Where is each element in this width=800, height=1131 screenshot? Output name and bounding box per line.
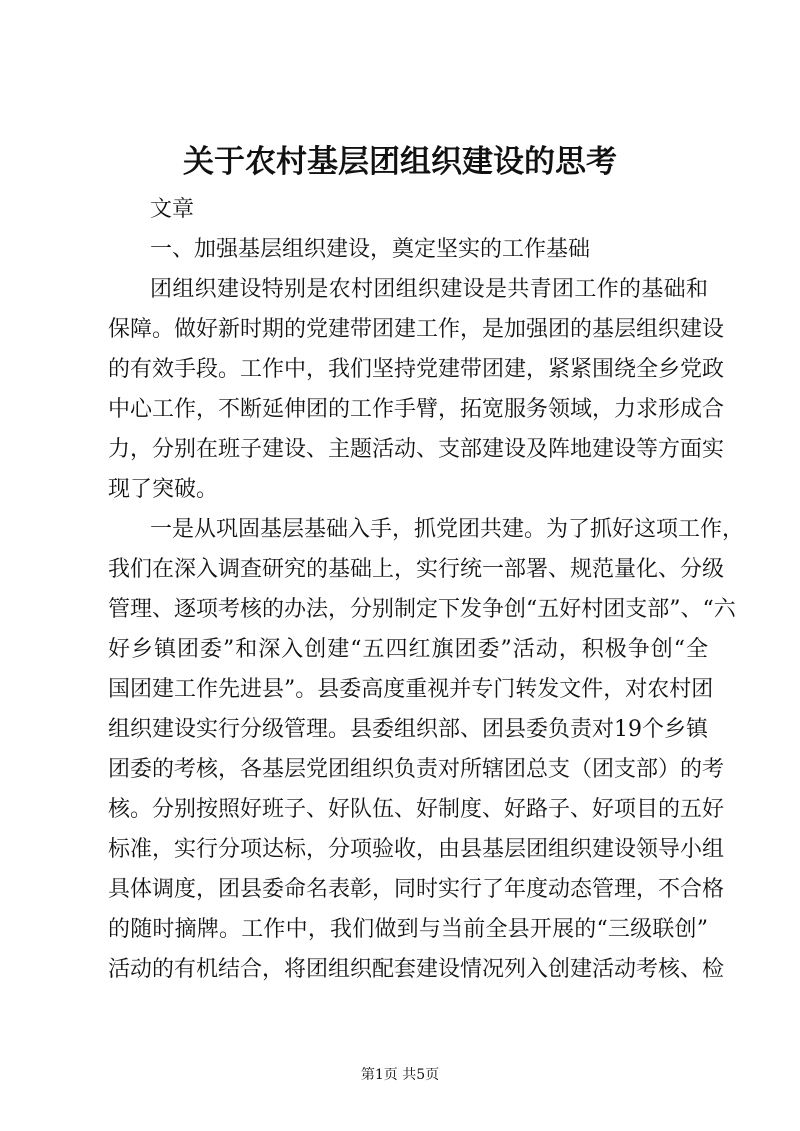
text-line: 管理、逐项考核的办法，分别制定下发争创“五好村团支部”、“六 [108, 597, 736, 622]
text-line: 一是从巩固基层基础入手，抓党团共建。为了抓好这项工作， [150, 517, 745, 542]
text-line: 活动的有机结合，将团组织配套建设情况列入创建活动考核、检 [108, 957, 725, 982]
text-line: 中心工作，不断延伸团的工作手臂，拓宽服务领域，力求形成合 [108, 397, 725, 422]
text-line: 力，分别在班子建设、主题活动、支部建设及阵地建设等方面实 [108, 437, 725, 462]
text-line: 的有效手段。工作中，我们坚持党建带团建，紧紧围绕全乡党政 [108, 357, 725, 382]
text-line: 核。分别按照好班子、好队伍、好制度、好路子、好项目的五好 [108, 797, 725, 822]
text-line: 团委的考核，各基层党团组织负责对所辖团总支（团支部）的考 [108, 757, 725, 782]
document-title: 关于农村基层团组织建设的思考 [183, 144, 617, 180]
text-line: 我们在深入调查研究的基础上，实行统一部署、规范量化、分级 [108, 557, 725, 582]
text-line: 好乡镇团委”和深入创建“五四红旗团委”活动，积极争创“全 [108, 637, 708, 662]
text-line: 的随时摘牌。工作中，我们做到与当前全县开展的“三级联创” [108, 917, 708, 942]
text-line: 保障。做好新时期的党建带团建工作，是加强团的基层组织建设 [108, 317, 725, 342]
subtitle: 文章 [150, 197, 195, 222]
text-line: 现了突破。 [108, 477, 219, 502]
section-heading: 一、加强基层组织建设，奠定坚实的工作基础 [150, 237, 591, 262]
text-line: 组织建设实行分级管理。县委组织部、团县委负责对19个乡镇 [108, 717, 708, 742]
text-line: 团组织建设特别是农村团组织建设是共青团工作的基础和 [150, 277, 708, 302]
text-line: 国团建工作先进县”。县委高度重视并专门转发文件，对农村团 [108, 677, 714, 702]
page-number: 第1页 共5页 [360, 1067, 440, 1083]
text-line: 标准，实行分项达标，分项验收，由县基层团组织建设领导小组 [108, 837, 725, 862]
text-line: 具体调度，团县委命名表彰，同时实行了年度动态管理，不合格 [108, 877, 725, 902]
